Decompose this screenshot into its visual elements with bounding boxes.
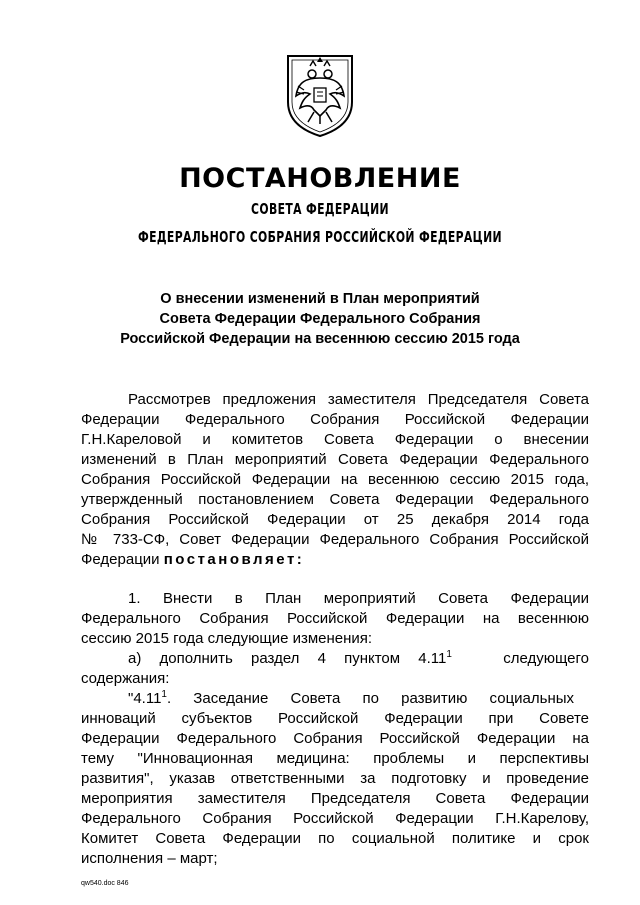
quote-line: тему "Инновационная медицина: проблемы и перспективы [81,750,589,767]
subitem-a-line [128,650,589,668]
coat-of-arms-emblem [284,52,356,138]
subitem-a-last: содержания: [81,670,170,687]
quote-number: "4.11 [128,690,162,707]
quote-line: Федерации Федерального Собрания Российской Федерации на [81,730,589,747]
preamble-line: Собрания Российской Федерации от 25 декабря 2014 года [81,511,589,528]
quote-superscript: 1 [161,689,167,700]
preamble-line: утвержденный постановлением Совета Федерации Федерального [81,491,589,508]
document-subtitle-line1: СОВЕТА ФЕДЕРАЦИИ [251,200,389,218]
preamble-last-text: Федерации [81,551,160,568]
heading-line2: Совета Федерации Федерального Собрания [159,311,481,327]
quote-line: мероприятия заместителя Председателя Совета Федерации [81,790,589,807]
preamble-line: Г.Н.Кареловой и комитетов Совета Федерации о внесении [81,431,589,448]
heading-line1: О внесении изменений в План мероприятий [160,291,480,307]
subitem-a-post: следующего [503,650,589,667]
heading-line3: Российской Федерации на весеннюю сессию 2015 года [120,331,520,347]
quote-line: развития", указав ответственными за подготовку и проведение [81,770,589,787]
preamble-line: Федерации Федерального Собрания Российской Федерации [81,411,589,428]
subitem-a-text: а) дополнить раздел 4 пунктом 4.11 [128,650,447,667]
preamble-line: № 733-СФ, Совет Федерации Федерального Собрания Российской [81,531,589,548]
subitem-a-superscript: 1 [446,649,452,660]
item1-line: 1. Внести в План мероприятий Совета Федерации [128,590,589,607]
quote-line: Федерального Собрания Российской Федерации Г.Н.Карелову, [81,810,589,827]
quote-line: Комитет Совета Федерации по социальной политике и срок [81,830,589,847]
preamble-line: Рассмотрев предложения заместителя Председателя Совета [128,391,589,408]
file-reference: qw540.doc 846 [81,880,129,887]
document-title: ПОСТАНОВЛЕНИЕ [179,163,461,194]
resolves-text: постановляет: [163,551,305,568]
item1-line-last: сессию 2015 года следующие изменения: [81,630,373,647]
document-subtitle-line2: ФЕДЕРАЛЬНОГО СОБРАНИЯ РОССИЙСКОЙ ФЕДЕРАЦИИ [138,228,502,246]
quote-first-line [128,690,589,708]
preamble-line: Собрания Российской Федерации на весеннюю сессию 2015 года, [81,471,589,488]
preamble-line-last [81,551,589,569]
preamble-line: изменений в План мероприятий Совета Федерации Федерального [81,451,589,468]
quote-last-line: исполнения – март; [81,850,218,867]
item1-line: Федерального Собрания Российской Федерации на весеннюю [81,610,589,627]
quote-line: инноваций субъектов Российской Федерации при Совете [81,710,589,727]
quote-title: . Заседание Совета по развитию социальных [166,690,575,707]
